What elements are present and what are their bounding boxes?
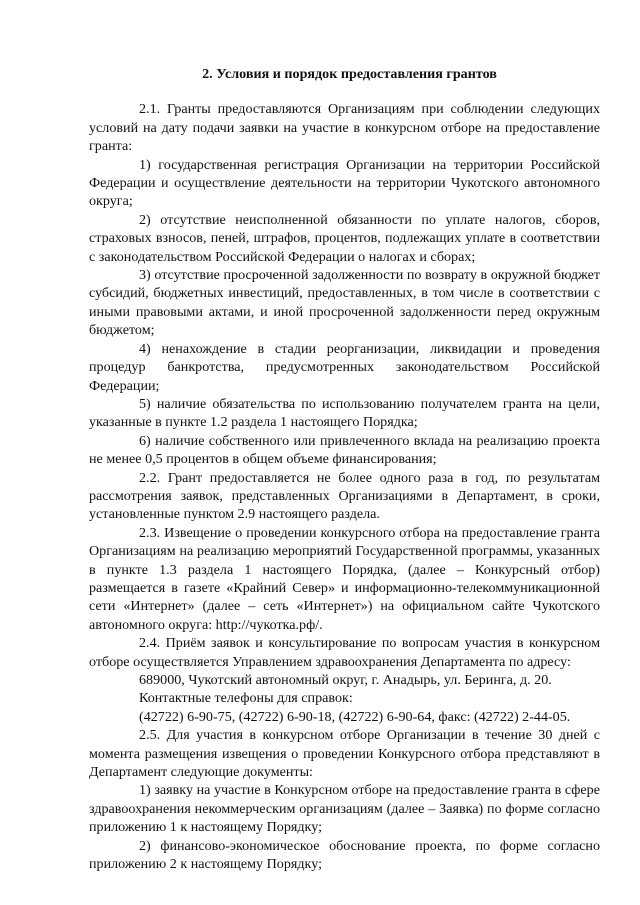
condition-4: 4) ненахождение в стадии реорганизации, ликвидации и проведения процедур банкротства, предусмотренных законодательством Российской Федерации; — [89, 340, 600, 394]
condition-6: 6) наличие собственного или привлеченного вклада на реализацию проекта не менее 0,5 процентов в общем объеме финансирования; — [89, 432, 600, 468]
document-item-1: 1) заявку на участие в Конкурсном отборе на предоставление гранта в сфере здравоохранения некоммерческим организациям (далее – Заявка) по форме согласно приложению 1 к настоящему Порядку; — [89, 782, 600, 836]
paragraph-2-4: 2.4. Приём заявок и консультирование по вопросам участия в конкурсном отборе осуществляется Управлением здравоохранения Департамента по адресу: — [89, 635, 600, 670]
address-line: 689000, Чукотский автономный округ, г. Анадырь, ул. Беринга, д. 20. — [139, 672, 552, 688]
section-heading: 2. Условия и порядок предоставления грантов — [202, 66, 497, 82]
paragraph-2-3: 2.3. Извещение о проведении конкурсного отбора на предоставление гранта Организациям на реализацию мероприятий Государственной программы, указанных в пункте 1.3 раздела 1 настоящего Порядка, (далее – Конкурсный отбор) размещается в газете «Крайний Север» и информационно-телекоммуникационной сети «Интернет» (далее – сеть «Интернет») на официальном сайте Чукотского автономного округа: http://чукотка.рф/. — [89, 524, 600, 633]
document-item-2: 2) финансово-экономическое обоснование проекта, по форме согласно приложению 2 к настоящему Порядку; — [89, 837, 600, 873]
phones-line: (42722) 6-90-75, (42722) 6-90-18, (42722) 6-90-64, факс: (42722) 2-44-05. — [139, 708, 571, 725]
paragraph-2-2: 2.2. Грант предоставляется не более одного раза в год, по результатам рассмотрения заявок, представленных Организациями в Департамент, в сроки, установленные пунктом 2.9 настоящего раздела. — [89, 469, 600, 523]
document-page — [89, 65, 600, 873]
condition-2: 2) отсутствие неисполненной обязанности по уплате налогов, сборов, страховых взносов, пеней, штрафов, процентов, подлежащих уплате в соответствии с законодательством Российской Федерации о налогах и сборах; — [89, 211, 600, 265]
condition-5: 5) наличие обязательства по использованию получателем гранта на цели, указанные в пункте 1.2 раздела 1 настоящего Порядка; — [89, 395, 600, 431]
paragraph-2-1: 2.1. Гранты предоставляются Организациям при соблюдении следующих условий на дату подачи заявки на участие в конкурсном отборе на предоставление гранта: — [89, 101, 600, 155]
condition-3: 3) отсутствие просроченной задолженности по возврату в окружной бюджет субсидий, бюджетных инвестиций, предоставленных, в том числе в соответствии с иными правовыми актами, и иной просроченной задолженности перед окружным бюджетом; — [89, 267, 600, 339]
condition-1: 1) государственная регистрация Организации на территории Российской Федерации и осуществление деятельности на территории Чукотского автономного округа; — [89, 156, 600, 210]
phones-label: Контактные телефоны для справок: — [139, 690, 353, 707]
paragraph-2-5: 2.5. Для участия в конкурсном отборе Организации в течение 30 дней с момента размещения извещения о проведении Конкурсного отбора представляют в Департамент следующие документы: — [89, 727, 600, 781]
